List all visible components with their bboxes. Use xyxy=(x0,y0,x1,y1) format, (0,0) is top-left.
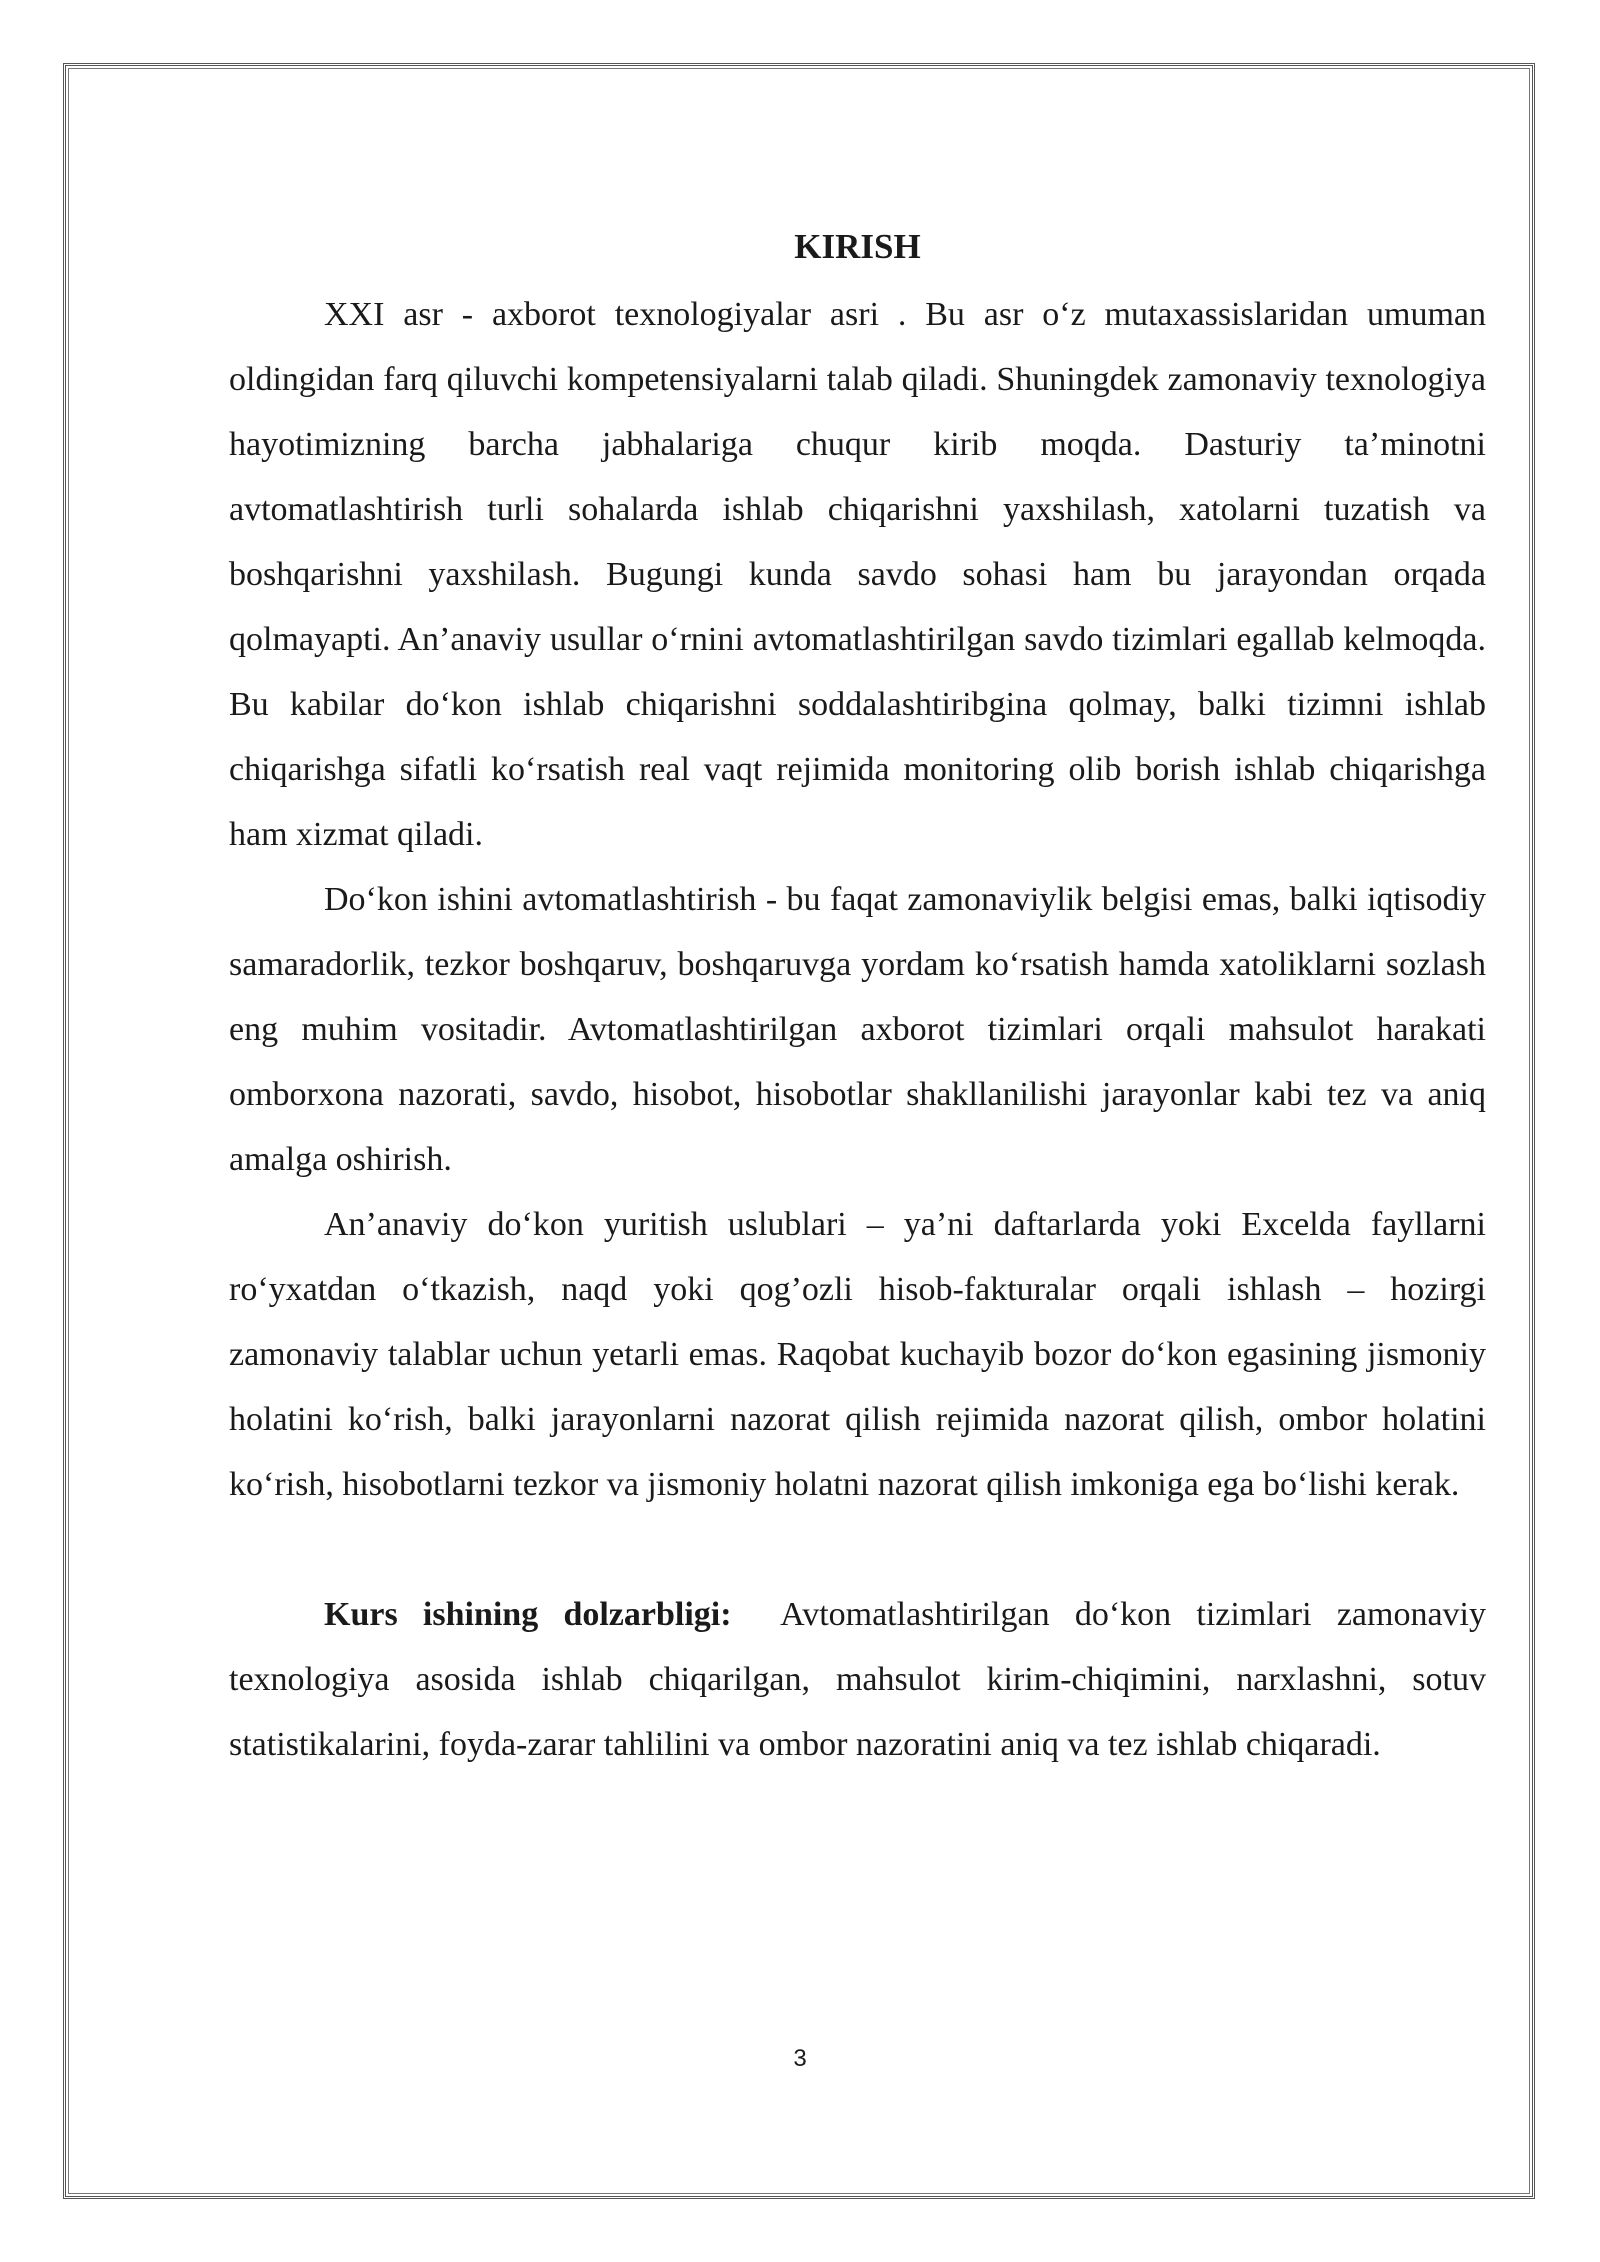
paragraph-intro: XXI asr - axborot texnologiyalar asri . Bu asr o‘z mutaxassislaridan umuman oldingidan farq qiluvchi kompetensiyalarni talab qiladi. Shuningdek zamonaviy texnologiya hayotimizning barcha jabhalariga chuqur kirib moqda. Dasturiy ta’minotni avtomatlashtirish turli sohalarda ishlab chiqarishni yaxshilash, xatolarni tuzatish va boshqarishni yaxshilash. Bugungi kunda savdo sohasi ham bu jarayondan orqada qolmayapti. An’anaviy usullar o‘rnini avtomatlashtirilgan savdo tizimlari egallab kelmoqda. Bu kabilar do‘kon ishlab chiqarishni soddalashtiribgina qolmay, balki tizimni ishlab chiqarishga sifatli ko‘rsatish real vaqt rejimida monitoring olib borish ishlab chiqarishga ham xizmat qiladi. xyxy=(229,296,1486,853)
section-heading: KIRISH xyxy=(794,227,921,266)
paragraph-spacer xyxy=(229,1517,1486,1582)
paragraph-traditional-methods: An’anaviy do‘kon yuritish uslublari – ya’ni daftarlarda yoki Excelda fayllarni ro‘yxatdan o‘tkazish, naqd yoki qog’ozli hisob-fakturalar orqali ishlash – hozirgi zamonaviy talablar uchun yetarli emas. Raqobat kuchayib bozor do‘kon egasining jismoniy holatini ko‘rish, balki jarayonlarni nazorat qilish rejimida nazorat qilish, ombor holatini ko‘rish, hisobotlarni tezkor va jismoniy holatni nazorat qilish imkoniga ega bo‘lishi kerak. xyxy=(229,1206,1486,1503)
relevance-label: Kurs ishining dolzarbligi: xyxy=(324,1596,732,1633)
page-number: 3 xyxy=(793,2045,807,2072)
paragraph-automation: Do‘kon ishini avtomatlashtirish - bu faqat zamonaviylik belgisi emas, balki iqtisodiy samaradorlik, tezkor boshqaruv, boshqaruvga yordam ko‘rsatish hamda xatoliklarni sozlash eng muhim vositadir. Avtomatlashtirilgan axborot tizimlari orqali mahsulot harakati omborxona nazorati, savdo, hisobot, hisobotlar shakllanilishi jarayonlar kabi tez va aniq amalga oshirish. xyxy=(229,881,1486,1178)
paragraph-relevance xyxy=(229,1582,1486,1777)
relevance-text: Avtomatlashtirilgan do‘kon tizimlari zamonaviy texnologiya asosida ishlab chiqarilgan, mahsulot kirim-chiqimini, narxlashni, sotuv statistikalarini, foyda-zarar tahlilini va ombor nazoratini aniq va tez ishlab chiqaradi. xyxy=(229,1596,1486,1763)
document-body xyxy=(229,220,1486,1777)
